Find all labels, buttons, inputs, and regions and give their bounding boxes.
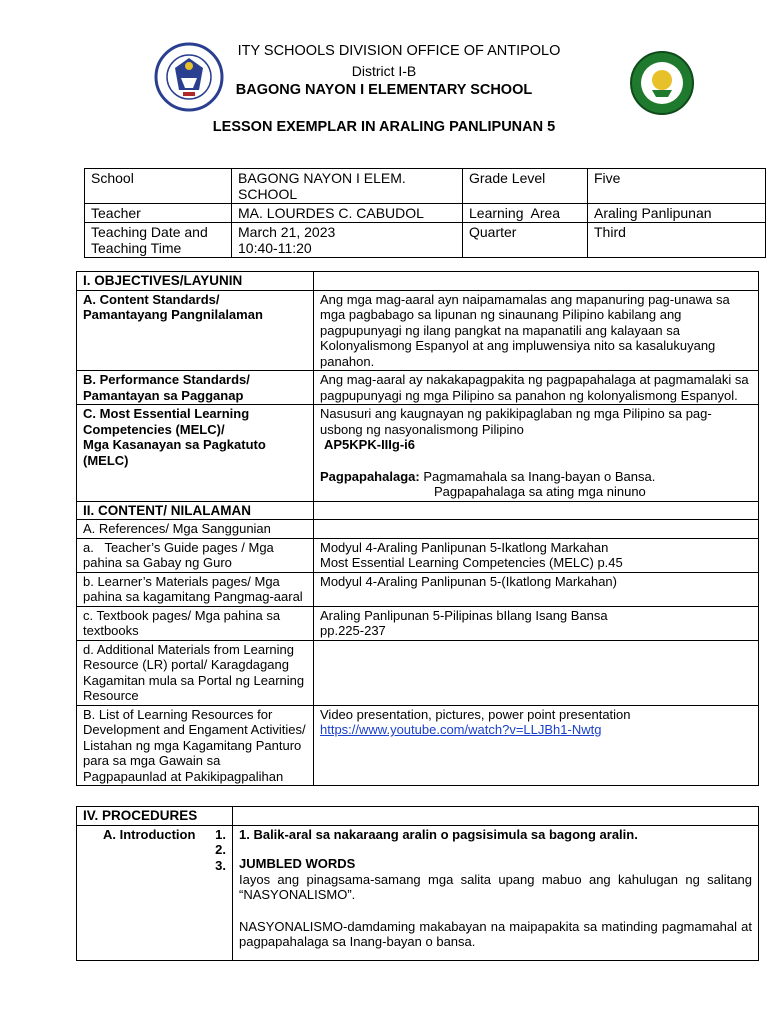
date-value: March 21, 2023	[238, 224, 336, 240]
melc-row	[77, 405, 759, 502]
values-text-2: Pagpapahalaga sa ating mga ninuno	[434, 484, 646, 499]
quarter-label: Quarter	[463, 223, 588, 258]
district-line: District I-B	[351, 63, 417, 79]
teacher-label: Teacher	[85, 204, 232, 223]
quarter-value: Third	[588, 223, 766, 258]
area-label: Learning Area	[463, 204, 588, 223]
procedures-title: IV. PROCEDURES	[77, 807, 233, 826]
procedures-table	[76, 806, 759, 961]
date-time-value	[232, 223, 463, 258]
content-standards-row	[77, 290, 759, 371]
learning-resources-row	[77, 705, 759, 786]
info-row-school	[85, 169, 766, 204]
nasyonalismo-definition: NASYONALISMO-damdaming makabayan na maipapakita sa matinding pagmamahal at pagpapahalaga sa Inang-bayan o bansa.	[239, 918, 752, 949]
school-value: BAGONG NAYON I ELEM. SCHOOL	[232, 169, 463, 204]
textbook-row	[77, 606, 759, 640]
info-row-teacher	[85, 204, 766, 223]
step-1-heading: 1. Balik-aral sa nakaraang aralin o pagsisimula sa bagong aralin.	[239, 826, 638, 842]
number-2: 2.	[215, 842, 226, 857]
performance-standards-value: Ang mag-aaral ay nakakapagpakita ng pagpapahalaga at pagmamalaki sa pagpupunyagi ng mga Pilipino sa panahon ng kolonyalismong Espanyol.	[314, 371, 759, 405]
date-label: Teaching Date and Teaching Time	[85, 223, 232, 258]
number-3: 3.	[215, 857, 226, 873]
melc-value	[314, 405, 759, 502]
content-header-row	[77, 501, 759, 520]
references-label: A. References/ Mga Sanggunian	[77, 520, 314, 539]
jumbled-words-instructions: Iayos ang pinagsama-samang mga salita upang mabuo ang kahulugan ng salitang “NASYONALISMO”.	[239, 871, 752, 902]
content-standards-label: A. Content Standards/ Pamantayang Pangnilalaman	[77, 290, 314, 371]
teacher-value: MA. LOURDES C. CABUDOL	[232, 204, 463, 223]
textbook-value-1: Araling Panlipunan 5-Pilipinas bIlang Isang Bansa	[320, 607, 608, 623]
grade-value: Five	[588, 169, 766, 204]
values-line	[320, 469, 752, 485]
additional-materials-label: d. Additional Materials from Learning Resource (LR) portal/ Karagdagang Kagamitan mula sa Portal ng Learning Resource	[77, 640, 314, 705]
grade-label: Grade Level	[463, 169, 588, 204]
learners-materials-row	[77, 572, 759, 606]
introduction-label: A. Introduction	[103, 826, 196, 842]
textbook-value-2: pp.225-237	[320, 623, 386, 638]
teachers-guide-value-1: Modyul 4-Araling Panlipunan 5-Ikatlong Markahan	[320, 539, 609, 555]
area-value: Araling Panlipunan	[588, 204, 766, 223]
info-row-date	[85, 223, 766, 258]
objectives-title: I. OBJECTIVES/LAYUNIN	[77, 272, 314, 291]
introduction-row	[77, 825, 759, 960]
lesson-table	[76, 271, 759, 786]
learning-resources-text: Video presentation, pictures, power point presentation	[320, 706, 631, 722]
teachers-guide-value-2: Most Essential Learning Competencies (MELC) p.45	[320, 555, 623, 570]
content-standards-value: Ang mga mag-aaral ayn naipamamalas ang mapanuring pag-unawa sa mga pagbabago sa lipunan ng sinaunang Pilipino kabilang ang pagpupunyagi ng ilang pangkat na mapanatili ang kalayaan sa Kolonyalismong Espanyol at ang impluwensiya nito sa kasalukuyang panahon.	[314, 290, 759, 371]
learners-materials-value: Modyul 4-Araling Panlipunan 5-(Ikatlong Markahan)	[314, 572, 759, 606]
time-value: 10:40-11:20	[238, 240, 312, 256]
textbook-value	[314, 606, 759, 640]
melc-label-line2: Mga Kasanayan sa Pagkatuto (MELC)	[83, 437, 266, 468]
info-table	[84, 168, 766, 258]
introduction-label-cell	[77, 825, 233, 960]
performance-standards-row	[77, 371, 759, 405]
textbook-label: c. Textbook pages/ Mga pahina sa textbooks	[77, 606, 314, 640]
school-label: School	[85, 169, 232, 204]
division-office-line: ITY SCHOOLS DIVISION OFFICE OF ANTIPOLO	[237, 43, 561, 59]
learners-materials-label: b. Learner’s Materials pages/ Mga pahina sa kagamitang Pangmag-aaral	[77, 572, 314, 606]
melc-code: AP5KPK-IIIg-i6	[324, 437, 416, 452]
references-row	[77, 520, 759, 539]
learning-resources-value	[314, 705, 759, 786]
procedures-header-row	[77, 807, 759, 826]
document-title: LESSON EXEMPLAR IN ARALING PANLIPUNAN 5	[212, 119, 556, 135]
youtube-link[interactable]: https://www.youtube.com/watch?v=LLJBh1-Nwtg	[320, 722, 602, 737]
melc-label	[77, 405, 314, 502]
content-title: II. CONTENT/ NILALAMAN	[77, 501, 314, 520]
school-name: BAGONG NAYON I ELEMENTARY SCHOOL	[235, 82, 533, 98]
objectives-header-row	[77, 272, 759, 291]
values-text-1: Pagmamahala sa Inang-bayan o Bansa.	[423, 468, 656, 484]
values-label: Pagpapahalaga:	[320, 468, 420, 484]
melc-label-line1: C. Most Essential Learning Competencies (MELC)/	[83, 406, 250, 437]
jumbled-words-title: JUMBLED WORDS	[239, 856, 356, 871]
introduction-content	[233, 825, 759, 960]
melc-text: Nasusuri ang kaugnayan ng pakikipaglaban ng mga Pilipino sa pag-usbong ng nasyonalismong Pilipino	[320, 406, 712, 437]
teachers-guide-row	[77, 538, 759, 572]
number-1: 1.	[215, 826, 226, 842]
learning-resources-label: B. List of Learning Resources for Development and Engament Activities/ Listahan ng mga Kagamitang Panturo para sa mga Gawain sa Pagpapaunlad at Pakikipagpalihan	[77, 705, 314, 786]
teachers-guide-label: a. Teacher’s Guide pages / Mga pahina sa Gabay ng Guro	[77, 538, 314, 572]
introduction-numbers	[215, 827, 226, 874]
additional-materials-row	[77, 640, 759, 705]
performance-standards-label: B. Performance Standards/ Pamantayan sa Pagganap	[77, 371, 314, 405]
teachers-guide-value	[314, 538, 759, 572]
